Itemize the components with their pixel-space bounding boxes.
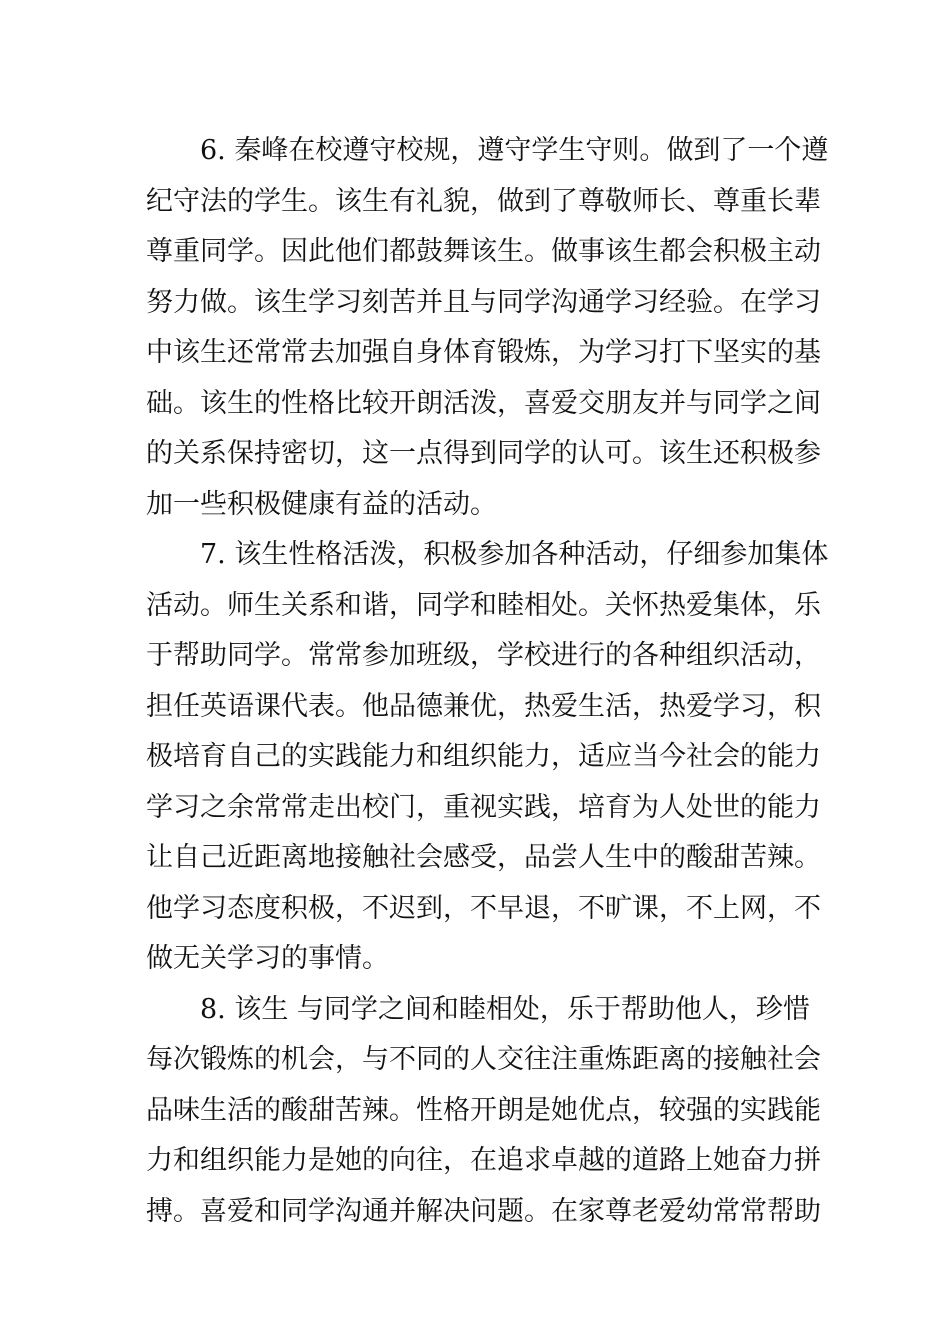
text-line: 的关系保持密切，这一点得到同学的认可。该生还积极参: [146, 438, 821, 469]
paragraph-8: [146, 985, 821, 1238]
text-line: 努力做。该生学习刻苦并且与同学沟通学习经验。在学习: [146, 286, 821, 318]
text-line: 尊重同学。因此他们都鼓舞该生。做事该生都会积极主动: [146, 236, 821, 267]
text-line: 做无关学习的事情。: [146, 943, 389, 974]
body-text: [146, 126, 829, 1237]
text-line: 学习之余常常走出校门，重视实践，培育为人处世的能力: [146, 791, 821, 823]
text-line: 8. 该生 与同学之间和睦相处，乐于帮助他人，珍惜: [200, 993, 810, 1025]
text-line: 力和组织能力是她的向往，在追求卓越的道路上她奋力拼: [146, 1145, 821, 1176]
text-line: 于帮助同学。常常参加班级，学校进行的各种组织活动，: [146, 640, 821, 671]
text-line: 搏。喜爱和同学沟通并解决问题。在家尊老爱幼常常帮助: [146, 1195, 821, 1227]
paragraph-7: [146, 530, 829, 985]
text-line: 每次锻炼的机会，与不同的人交往注重炼距离的接触社会: [146, 1044, 821, 1075]
text-line: 7. 该生性格活泼，积极参加各种活动，仔细参加集体: [200, 539, 829, 570]
text-line: 纪守法的学生。该生有礼貌，做到了尊敬师长、尊重长辈: [146, 185, 821, 217]
text-line: 活动。师生关系和谐，同学和睦相处。关怀热爱集体，乐: [146, 589, 821, 621]
paragraph-6: [146, 126, 829, 530]
text-line: 极培育自己的实践能力和组织能力，适应当今社会的能力: [146, 741, 821, 772]
text-line: 让自己近距离地接触社会感受，品尝人生中的酸甜苦辣。: [146, 842, 821, 873]
text-line: 6. 秦峰在校遵守校规，遵守学生守则。做到了一个遵: [200, 135, 829, 166]
text-line: 担任英语课代表。他品德兼优，热爱生活，热爱学习，积: [146, 690, 821, 722]
text-line: 加一些积极健康有益的活动。: [146, 488, 497, 520]
text-line: 他学习态度积极，不迟到，不早退，不旷课，不上网，不: [146, 892, 821, 924]
text-line: 品味生活的酸甜苦辣。性格开朗是她优点，较强的实践能: [146, 1094, 821, 1126]
text-line: 础。该生的性格比较开朗活泼，喜爱交朋友并与同学之间: [146, 387, 821, 419]
text-line: 中该生还常常去加强自身体育锻炼，为学习打下坚实的基: [146, 337, 821, 368]
